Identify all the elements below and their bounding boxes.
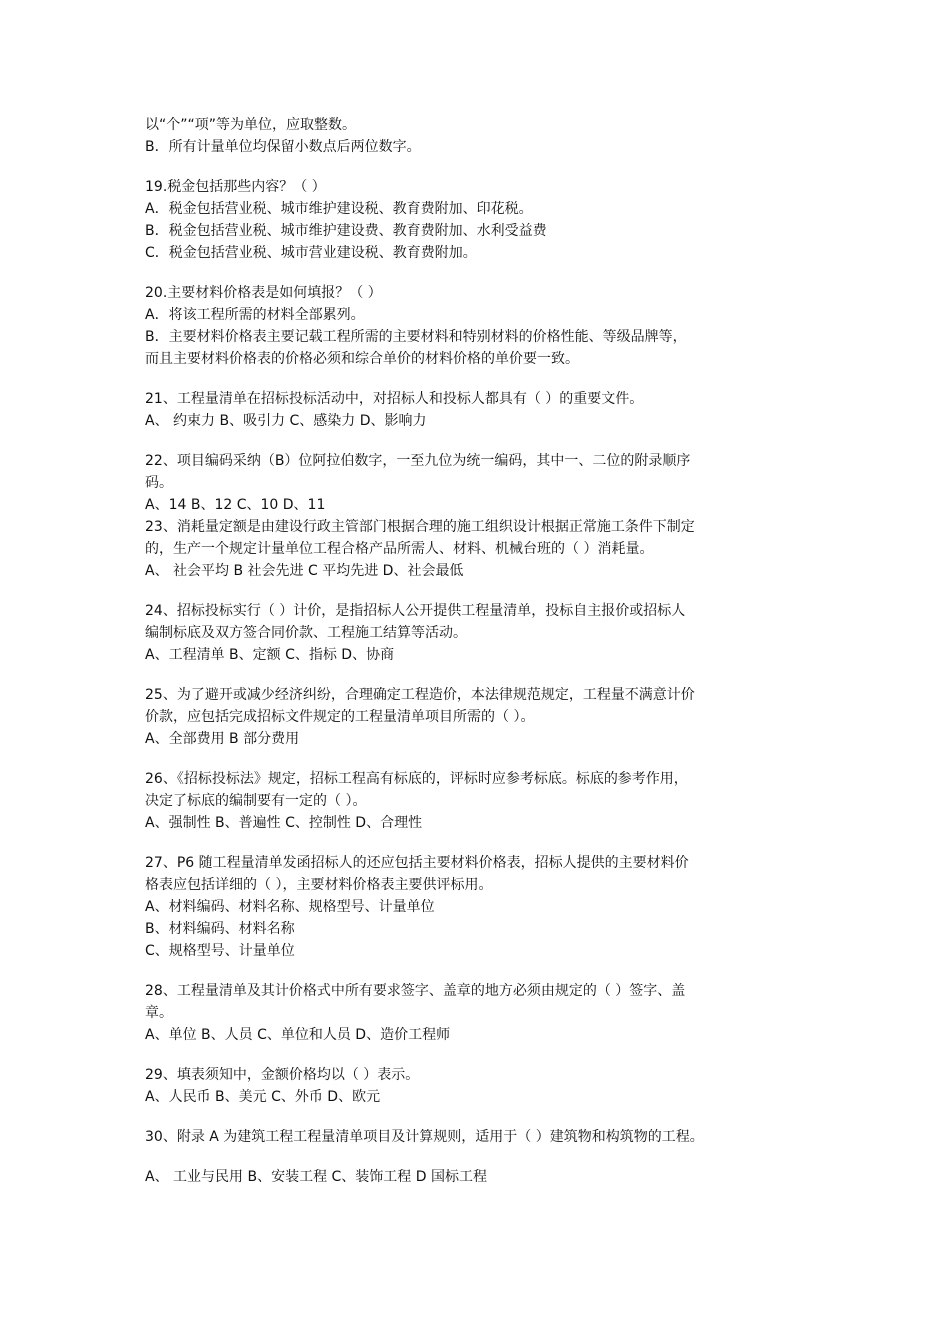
text-line: 26、《招标投标法》规定，招标工程高有标底的，评标时应参考标底。标底的参考作用， — [145, 771, 688, 787]
text-line: 码。 — [145, 475, 173, 491]
paragraph-spacer — [145, 1046, 825, 1064]
text-line: C．税金包括营业税、城市营业建设税、教育费附加。 — [145, 245, 477, 261]
text-line: 价款，应包括完成招标文件规定的工程量清单项目所需的（ ）。 — [145, 709, 535, 725]
text-line: 22、项目编码采纳（B）位阿拉伯数字，一至九位为统一编码，其中一、二位的附录顺序 — [145, 453, 691, 469]
paragraph-spacer — [145, 1108, 825, 1126]
text-line: B．所有计量单位均保留小数点后两位数字。 — [145, 139, 421, 155]
text-line: 编制标底及双方签合同价款、工程施工结算等活动。 — [145, 625, 467, 641]
text-line: 24、招标投标实行（ ）计价，是指招标人公开提供工程量清单，投标自主报价或招标人 — [145, 603, 686, 619]
paragraph-spacer — [145, 582, 825, 600]
text-line: 28、工程量清单及其计价格式中所有要求签字、盖章的地方必须由规定的（ ）签字、盖 — [145, 983, 686, 999]
paragraph-spacer — [145, 158, 825, 176]
text-line: 29、填表须知中，金额价格均以（ ）表示。 — [145, 1067, 420, 1083]
text-line: A、材料编码、材料名称、规格型号、计量单位 — [145, 899, 435, 915]
text-line: 而且主要材料价格表的价格必须和综合单价的材料价格的单价要一致。 — [145, 351, 579, 367]
text-line: 以“个”“项”等为单位，应取整数。 — [145, 117, 357, 133]
text-line: A、人民币 B、美元 C、外币 D、欧元 — [145, 1089, 381, 1105]
text-line: A．税金包括营业税、城市维护建设税、教育费附加、印花税。 — [145, 201, 533, 217]
paragraph-spacer — [145, 962, 825, 980]
text-line: 章。 — [145, 1005, 173, 1021]
text-line: 27、P6 随工程量清单发函招标人的还应包括主要材料价格表，招标人提供的主要材料价 — [145, 855, 689, 871]
text-line: A、 工业与民用 B、安装工程 C、装饰工程 D 国标工程 — [145, 1169, 487, 1185]
text-line: 格表应包括详细的（ ），主要材料价格表主要供评标用。 — [145, 877, 493, 893]
paragraph-spacer — [145, 264, 825, 282]
text-line: A．将该工程所需的材料全部累列。 — [145, 307, 365, 323]
text-line: B．主要材料价格表主要记载工程所需的主要材料和特别材料的价格性能、等级品牌等， — [145, 329, 687, 345]
text-line: A、14 B、12 C、10 D、11 — [145, 497, 326, 513]
text-line: A、单位 B、人员 C、单位和人员 D、造价工程师 — [145, 1027, 451, 1043]
text-line: C、规格型号、计量单位 — [145, 943, 295, 959]
text-line: 25、为了避开或减少经济纠纷，合理确定工程造价，本法律规范规定，工程量不满意计价 — [145, 687, 695, 703]
text-line: 30、附录 A 为建筑工程工程量清单项目及计算规则，适用于（ ）建筑物和构筑物的工程。 — [145, 1129, 704, 1145]
paragraph-spacer — [145, 834, 825, 852]
text-line: A、强制性 B、普遍性 C、控制性 D、合理性 — [145, 815, 423, 831]
paragraph-spacer — [145, 666, 825, 684]
text-line: A、 社会平均 B 社会先进 C 平均先进 D、社会最低 — [145, 563, 464, 579]
text-line: 21、工程量清单在招标投标活动中，对招标人和投标人都具有（ ）的重要文件。 — [145, 391, 644, 407]
document-page — [145, 114, 825, 1188]
paragraph-spacer — [145, 750, 825, 768]
text-line: A、全部费用 B 部分费用 — [145, 731, 300, 747]
paragraph-spacer — [145, 1148, 825, 1166]
paragraph-spacer — [145, 370, 825, 388]
text-line: B．税金包括营业税、城市维护建设费、教育费附加、水利受益费 — [145, 223, 547, 239]
text-line: A、 约束力 B、吸引力 C、感染力 D、影响力 — [145, 413, 427, 429]
text-line: 23、消耗量定额是由建设行政主管部门根据合理的施工组织设计根据正常施工条件下制定 — [145, 519, 695, 535]
text-line: 决定了标底的编制要有一定的（ ）。 — [145, 793, 367, 809]
text-line: A、工程清单 B、定额 C、指标 D、协商 — [145, 647, 395, 663]
text-line: B、材料编码、材料名称 — [145, 921, 295, 937]
text-line: 19.税金包括那些内容？（ ） — [145, 179, 326, 195]
text-line: 20.主要材料价格表是如何填报？（ ） — [145, 285, 382, 301]
text-line: 的，生产一个规定计量单位工程合格产品所需人、材料、机械台班的（ ）消耗量。 — [145, 541, 654, 557]
paragraph-spacer — [145, 432, 825, 450]
